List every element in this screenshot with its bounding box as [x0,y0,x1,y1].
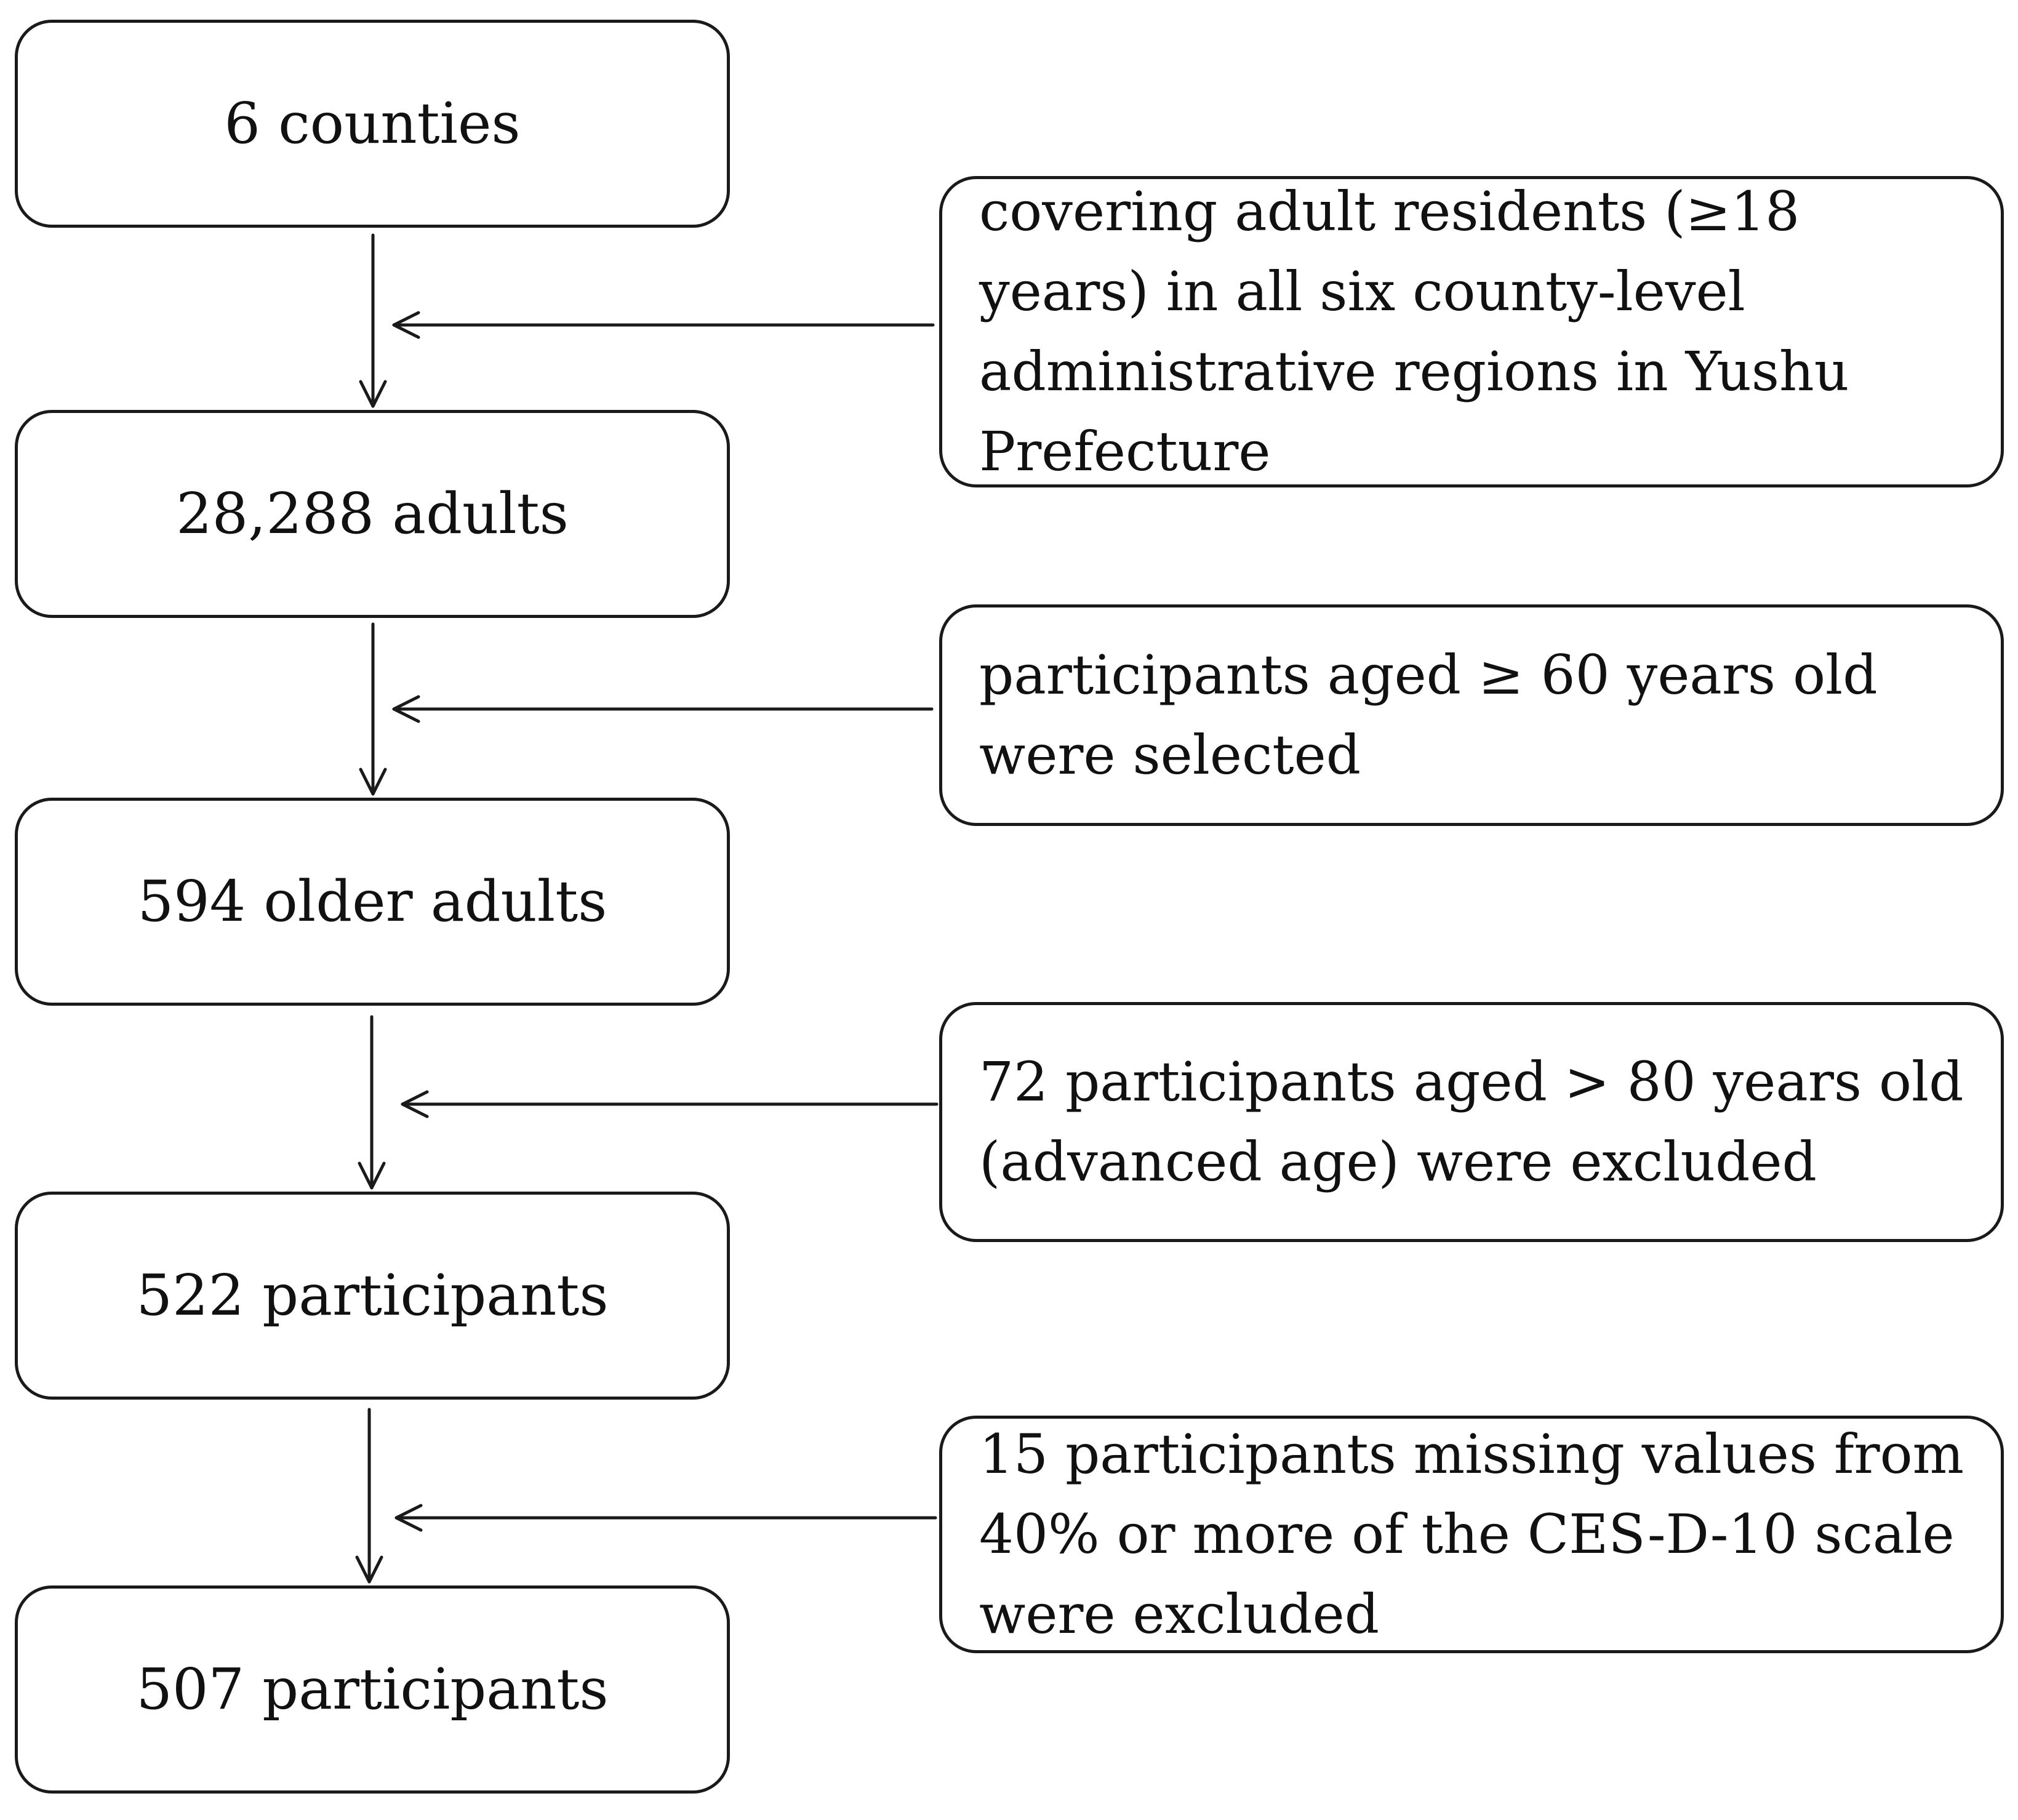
step-label-507-participants: 507 participants [136,1656,609,1722]
note-text-missing-values-exclusion: 15 participants missing values from 40% or more of the CES-D-10 scale were excluded [979,1422,1964,1646]
note-text-coverage: covering adult residents (≥18 years) in all six county-level administrative regions in Yushu Prefecture [979,180,1849,483]
step-label-522-participants: 522 participants [136,1262,609,1328]
note-text-advanced-age-exclusion: 72 participants aged > 80 years old (advanced age) were excluded [979,1050,1964,1193]
note-text-age-selection: participants aged ≥ 60 years old were selected [979,643,1878,787]
step-label-older-adults: 594 older adults [137,868,607,934]
step-label-counties: 6 counties [224,90,521,156]
step-label-adults: 28,288 adults [176,481,569,547]
